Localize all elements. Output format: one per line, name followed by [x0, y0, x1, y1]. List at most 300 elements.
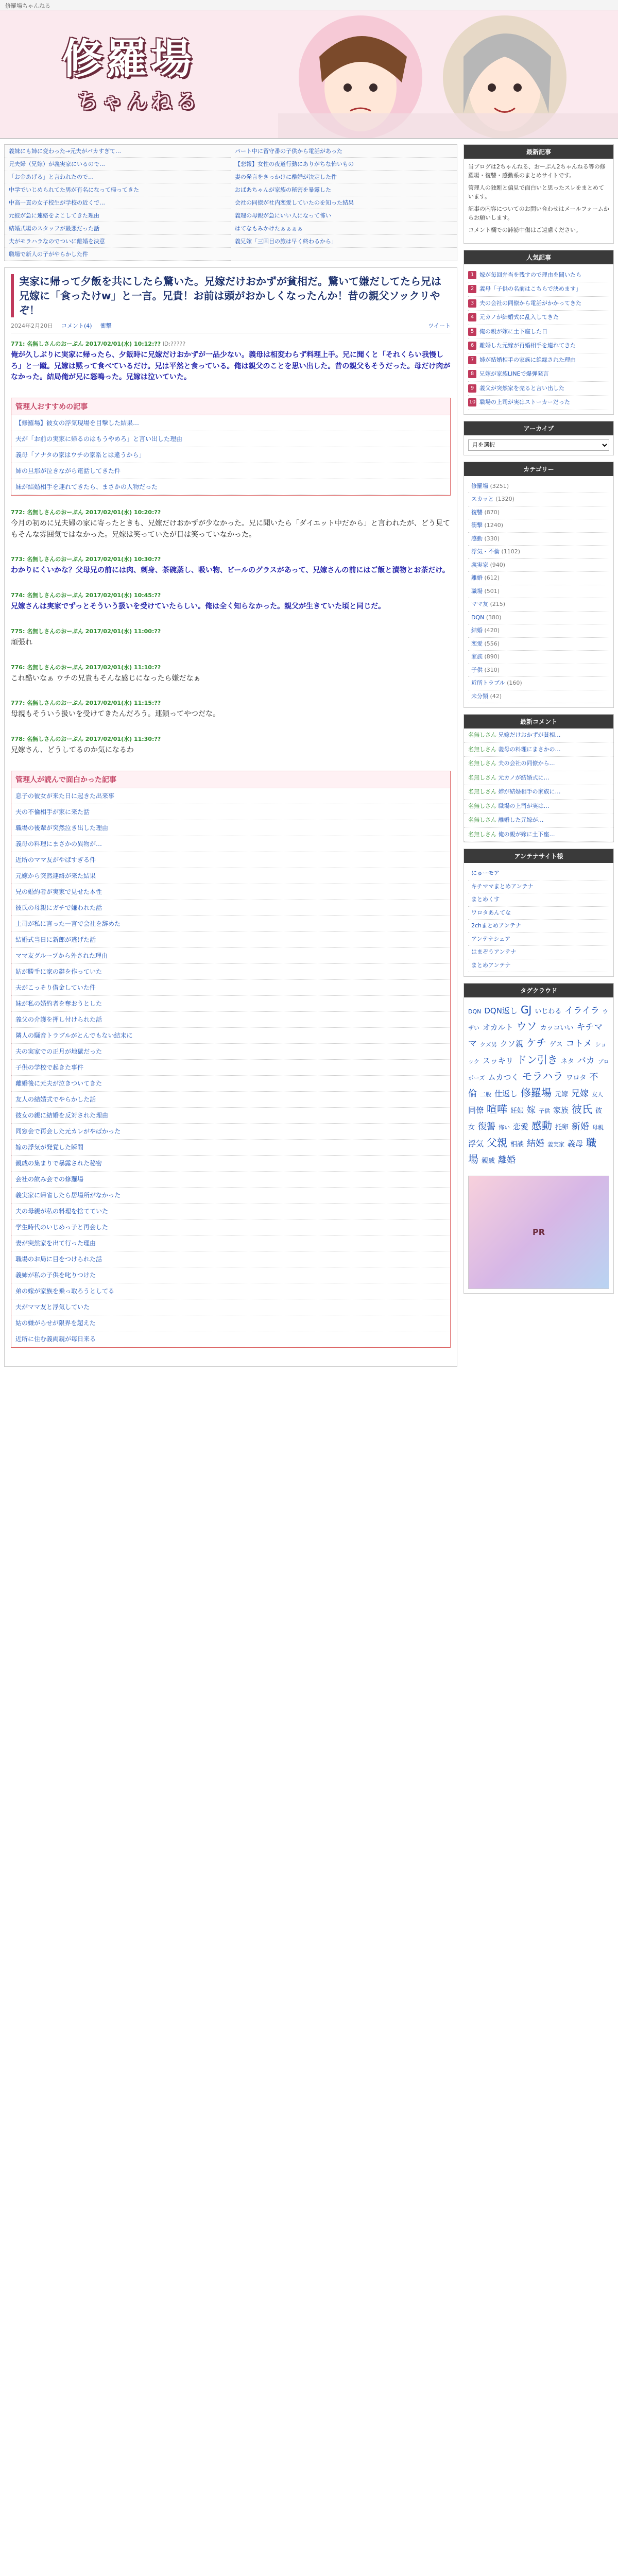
antenna-link[interactable]: はまぞうアンテナ: [468, 946, 609, 959]
sidebar-antenna-title: アンテナサイト様: [464, 849, 613, 863]
category-name[interactable]: 家族: [471, 653, 483, 660]
notice-paragraph: コメント欄での誹謗中傷はご遠慮ください。: [468, 227, 581, 233]
rss-link[interactable]: 義理の母親が急にいい人になって怖い: [231, 209, 457, 222]
tag-link[interactable]: 恋愛: [513, 1122, 529, 1132]
res-header: [11, 735, 451, 743]
tag-link[interactable]: ムカつく: [488, 1072, 519, 1082]
tag-link[interactable]: 義実家: [547, 1141, 565, 1148]
sidebar-tagcloud: [464, 983, 614, 1294]
category-item[interactable]: [468, 638, 609, 651]
ranking-number: 10: [468, 398, 476, 406]
sidebar-ranking-title: 人気記事: [464, 250, 613, 264]
category-name[interactable]: 感動: [471, 535, 483, 542]
tag-link[interactable]: バカ: [577, 1055, 595, 1066]
rss-link-list: [4, 144, 457, 261]
related-link[interactable]: 夫がママ友と浮気していた: [11, 1299, 450, 1315]
related-link[interactable]: 義母の料理にまさかの異物が…: [11, 836, 450, 852]
rss-link[interactable]: 【悲報】女性の夜道行動にありがちな怖いもの: [231, 158, 457, 171]
recent-comment-user: 名無しさん: [468, 760, 496, 767]
res-body: 俺が久しぶりに実家に帰ったら、夕飯時に兄嫁だけおかずが一品少ない。義母は相変わらず料理上手。兄に聞くと「それくらい我慢しろ」と一蹴。兄嫁は黙って食べているだけ。兄は平然と食っている。俺は親父のことを思い出した。昔の親父もそうだった。母だけ肉がなかった。結局俺が兄に怒鳴った。兄嫁は泣いていた。: [11, 351, 451, 382]
tag-link[interactable]: いじわる: [535, 1008, 562, 1015]
recent-comment-user: 名無しさん: [468, 774, 496, 781]
category-count: (42): [490, 692, 502, 700]
category-count: (160): [507, 680, 522, 686]
tag-link[interactable]: GJ: [520, 1004, 532, 1016]
res-number-name: 775: 名無しさんのおーぷん 2017/02/01(水) 11:00:??: [11, 628, 161, 635]
site-name-small: 修羅場ちゃんねる: [5, 3, 50, 9]
ranking-title[interactable]: 義父が突然家を売ると言い出した: [479, 384, 564, 392]
res-body: 母親もそういう扱いを受けてきたんだろう。連鎖ってやつだな。: [11, 710, 220, 719]
ranking-item[interactable]: [468, 353, 609, 368]
category-item[interactable]: [468, 480, 609, 494]
ranking-number: 8: [468, 370, 476, 378]
category-count: (380): [486, 614, 502, 621]
site-logo[interactable]: [62, 26, 201, 114]
related-link[interactable]: 会社の飲み会での修羅場: [11, 1172, 450, 1188]
recommend-link[interactable]: 姉の旦那が泣きながら電話してきた件: [11, 463, 450, 479]
related-link[interactable]: 夫がこっそり借金していた件: [11, 980, 450, 996]
ranking-number: 6: [468, 342, 476, 350]
category-name[interactable]: 恋愛: [471, 640, 483, 647]
category-list: [464, 476, 613, 708]
rss-link[interactable]: 会社の同僚が社内恋愛していたのを知った結果: [231, 196, 457, 209]
recent-comment[interactable]: [464, 800, 613, 814]
res-id: ID:?????: [162, 341, 186, 347]
rss-link[interactable]: 職場で新人の子がやらかした件: [5, 248, 231, 261]
tag-link[interactable]: 義母: [568, 1139, 583, 1148]
ad-banner-label: PR: [532, 1227, 545, 1238]
category-name[interactable]: 浮気・不倫: [471, 548, 500, 555]
related-box: [11, 771, 451, 1348]
res-item: [11, 555, 451, 577]
related-link[interactable]: 同窓会で再会した元カレがやばかった: [11, 1124, 450, 1140]
tag-link[interactable]: 妊娠: [510, 1107, 524, 1115]
tag-link[interactable]: 離婚: [498, 1155, 516, 1165]
res-body: 今月の初めに兄夫婦の家に寄ったときも、兄嫁だけおかずが少なかった。兄に聞いたら「ダイエット中だから」と言われたが、どう見てもそんな雰囲気ではなかった。兄嫁は笑っていたが目は笑っていなかった。: [11, 519, 450, 539]
related-link[interactable]: 姑が勝手に家の鍵を作っていた: [11, 964, 450, 980]
ranking-title[interactable]: 兄嫁が家族LINEで爆弾発言: [479, 370, 549, 377]
tag-link[interactable]: ネタ: [560, 1057, 574, 1065]
category-item[interactable]: [468, 612, 609, 625]
tag-link[interactable]: 父親: [487, 1136, 508, 1149]
category-name[interactable]: DQN: [471, 614, 485, 621]
recommend-link[interactable]: 夫が「お前の実家に帰るのはもうやめろ」と言い出した理由: [11, 431, 450, 447]
tag-link[interactable]: ドン引き: [516, 1053, 558, 1066]
tag-link[interactable]: オカルト: [483, 1023, 513, 1032]
category-item[interactable]: [468, 559, 609, 572]
rss-link[interactable]: 結婚式場のスタッフが最悪だった話: [5, 222, 231, 235]
related-link[interactable]: 義実家に帰省したら居場所がなかった: [11, 1188, 450, 1204]
top-bar: [0, 0, 618, 10]
ranking-number: 5: [468, 328, 476, 336]
recent-comment[interactable]: [464, 743, 613, 757]
category-item[interactable]: [468, 585, 609, 599]
ranking-number: 1: [468, 271, 476, 279]
res-header: [11, 591, 451, 599]
related-link[interactable]: 親戚の集まりで暴露された秘密: [11, 1156, 450, 1172]
tag-link[interactable]: ウソ: [516, 1020, 537, 1033]
recent-comment-user: 名無しさん: [468, 817, 496, 823]
sidebar-ranking: [464, 250, 614, 415]
category-name[interactable]: 未分類: [471, 692, 488, 700]
res-item: [11, 508, 451, 540]
antenna-link[interactable]: 2chまとめアンテナ: [468, 920, 609, 933]
recent-comment-article[interactable]: 姉が結婚相手の家族に…: [498, 788, 561, 795]
related-link[interactable]: 近所のママ友がやばすぎる件: [11, 852, 450, 868]
notice-paragraph: 記事の内容についてのお問い合わせはメールフォームからお願いします。: [468, 206, 610, 221]
category-count: (1320): [495, 496, 514, 502]
related-link[interactable]: 職場の後輩が突然泣き出した理由: [11, 820, 450, 836]
res-number-name: 772: 名無しさんのおーぷん 2017/02/01(水) 10:20:??: [11, 509, 161, 516]
ranking-title[interactable]: 夫の会社の同僚から電話がかかってきた: [479, 299, 581, 307]
related-link[interactable]: 離婚後に元夫が泣きついてきた: [11, 1076, 450, 1092]
tag-link[interactable]: 托卵: [555, 1124, 569, 1132]
res-number-name: 773: 名無しさんのおーぷん 2017/02/01(水) 10:30:??: [11, 556, 161, 563]
tag-link[interactable]: 結婚: [527, 1138, 545, 1149]
recent-comment-user: 名無しさん: [468, 732, 496, 738]
ranking-number: 7: [468, 356, 476, 364]
category-count: (556): [484, 640, 500, 647]
tag-cloud: [464, 997, 613, 1172]
tag-link[interactable]: ゲス: [550, 1041, 563, 1049]
site-header[interactable]: [0, 10, 618, 139]
related-link[interactable]: 職場のお局に目をつけられた話: [11, 1251, 450, 1267]
related-link[interactable]: 妻が突然家を出て行った理由: [11, 1235, 450, 1251]
recent-comment[interactable]: [464, 828, 613, 842]
antenna-link[interactable]: キチママまとめアンテナ: [468, 880, 609, 894]
recent-comment-article[interactable]: 元カノが結婚式に…: [498, 774, 550, 781]
recent-comment[interactable]: [464, 785, 613, 800]
res-header: [11, 508, 451, 516]
rss-link[interactable]: パート中に留守番の子供から電話があった: [231, 145, 457, 158]
tag-link[interactable]: 元嫁: [555, 1090, 569, 1098]
rss-link[interactable]: 元彼が急に連絡をよこしてきた理由: [5, 209, 231, 222]
related-link[interactable]: 子供の学校で起きた事件: [11, 1060, 450, 1076]
ranking-item[interactable]: [468, 297, 609, 311]
related-link[interactable]: 上司が私に言った一言で会社を辞めた: [11, 916, 450, 932]
ranking-title[interactable]: 嫁が毎回弁当を残すので理由を聞いたら: [479, 271, 581, 278]
res-number-name: 778: 名無しさんのおーぷん 2017/02/01(水) 11:30:??: [11, 735, 161, 742]
recommend-box-title: 管理人おすすめの記事: [11, 398, 450, 415]
category-name[interactable]: ママ友: [471, 601, 488, 607]
antenna-link[interactable]: ワロタあんてな: [468, 907, 609, 920]
related-link[interactable]: 学生時代のいじめっ子と再会した: [11, 1219, 450, 1235]
recent-comment-article[interactable]: 職場の上司が実は…: [498, 802, 550, 809]
article-date: 2024年2月20日: [11, 323, 53, 329]
tag-link[interactable]: モラハラ: [522, 1070, 563, 1082]
recent-comment-user: 名無しさん: [468, 802, 496, 809]
related-link[interactable]: 義父の介護を押し付けられた話: [11, 1012, 450, 1028]
category-count: (870): [484, 509, 500, 516]
category-name[interactable]: スカッと: [471, 496, 494, 502]
recent-comment[interactable]: [464, 771, 613, 786]
res-tail-block: [11, 508, 451, 756]
tag-link[interactable]: DQN: [468, 1008, 482, 1015]
ranking-item[interactable]: [468, 268, 609, 283]
recent-comment[interactable]: [464, 814, 613, 828]
recent-comment-user: 名無しさん: [468, 831, 496, 838]
tag-link[interactable]: カッコいい: [540, 1024, 574, 1032]
tag-link[interactable]: DQN返し: [484, 1006, 518, 1015]
rss-link[interactable]: 義兄嫁「三回目の旅は早く終わるから」: [231, 235, 457, 248]
res-body: 頑張れ: [11, 638, 32, 647]
rss-link[interactable]: 兄夫婦（兄嫁）が義実家にいるので…: [5, 158, 231, 171]
res-item: [11, 735, 451, 756]
tag-link[interactable]: キチママ: [468, 1022, 603, 1049]
category-item[interactable]: [468, 624, 609, 638]
category-count: (501): [484, 587, 500, 595]
related-link[interactable]: 夫の母親が私の料理を捨てていた: [11, 1204, 450, 1219]
notice-body: [464, 159, 613, 243]
tag-link[interactable]: クソ親: [500, 1039, 523, 1049]
article: [4, 267, 457, 1367]
related-list: [11, 788, 450, 1347]
rss-link[interactable]: はてなもみかけたぁぁぁぁ: [231, 222, 457, 235]
category-name[interactable]: 義実家: [471, 561, 488, 568]
ranking-item[interactable]: [468, 339, 609, 353]
category-count: (3251): [490, 482, 509, 489]
ranking-item[interactable]: [468, 282, 609, 297]
related-link[interactable]: 友人の結婚式でやらかした話: [11, 1092, 450, 1108]
antenna-link[interactable]: まとめアンテナ: [468, 959, 609, 973]
category-item[interactable]: [468, 519, 609, 533]
ranking-title[interactable]: 離婚した元嫁が再婚相手を連れてきた: [479, 342, 576, 349]
related-link[interactable]: 彼氏の母親にガチで嫌われた話: [11, 900, 450, 916]
category-name[interactable]: 子供: [471, 666, 483, 673]
ranking-title[interactable]: 元カノが結婚式に乱入してきた: [479, 314, 559, 320]
tag-link[interactable]: プロポーズ: [468, 1058, 609, 1081]
ranking-item[interactable]: [468, 382, 609, 396]
rss-link[interactable]: 妻の発言をきっかけに離婚が決定した件: [231, 171, 457, 183]
res-item: [11, 340, 451, 383]
recommend-link[interactable]: 【修羅場】彼女の浮気現場を目撃した結果…: [11, 415, 450, 431]
rss-link[interactable]: 義妹にも姉に変わった→元夫がバカすぎて…: [5, 145, 231, 158]
tag-link[interactable]: ワロタ: [566, 1074, 587, 1082]
category-item[interactable]: [468, 533, 609, 546]
category-item[interactable]: [468, 493, 609, 506]
res-number-name: 774: 名無しさんのおーぷん 2017/02/01(水) 10:45:??: [11, 592, 161, 599]
category-count: (1102): [501, 548, 521, 555]
main-column: [4, 144, 457, 1367]
article-comments-link[interactable]: コメント(4): [61, 323, 92, 329]
ranking-item[interactable]: [468, 367, 609, 382]
tag-link[interactable]: 子供: [539, 1108, 551, 1115]
tag-link[interactable]: 喧嘩: [487, 1103, 508, 1116]
tag-link[interactable]: 兄嫁: [571, 1088, 589, 1099]
category-item[interactable]: [468, 598, 609, 612]
recommend-link[interactable]: 妹が結婚相手を連れてきたら、まさかの人物だった: [11, 479, 450, 495]
ranking-number: 2: [468, 285, 476, 293]
tag-link[interactable]: 家族: [553, 1106, 569, 1115]
related-link[interactable]: 義姉が私の子供を叱りつけた: [11, 1267, 450, 1283]
sidebar-category: [464, 462, 614, 708]
tag-link[interactable]: 嫁: [527, 1105, 536, 1116]
category-name[interactable]: 修羅場: [471, 482, 488, 489]
sidebar-archive-title: アーカイブ: [464, 421, 613, 435]
category-count: (330): [484, 535, 500, 542]
category-name[interactable]: 離婚: [471, 574, 483, 581]
res-item: [11, 663, 451, 685]
rss-link[interactable]: 「お金あげる」と言われたので…: [5, 171, 231, 183]
related-link[interactable]: 隣人の騒音トラブルがとんでもない結末に: [11, 1028, 450, 1044]
category-item[interactable]: [468, 546, 609, 559]
category-item[interactable]: [468, 651, 609, 664]
recent-comment-article[interactable]: 兄嫁だけおかずが貧相…: [498, 732, 561, 738]
sidebar-antenna: [464, 849, 614, 977]
article-meta: [11, 321, 451, 333]
ad-banner[interactable]: [468, 1176, 609, 1289]
ranking-title[interactable]: 姉が結婚相手の家族に絶縁された理由: [479, 356, 576, 363]
ranking-title[interactable]: 職場の上司が実はストーカーだった: [479, 399, 570, 405]
sidebar: [464, 144, 614, 1367]
tag-link[interactable]: 仕返し: [494, 1089, 518, 1098]
antenna-list: [464, 863, 613, 976]
related-link[interactable]: 兄の婚約者が実家で見せた本性: [11, 884, 450, 900]
rss-link[interactable]: 中高一貫の女子校生が学校の近くで…: [5, 196, 231, 209]
category-count: (890): [484, 653, 500, 660]
related-link[interactable]: 夫の実家での正月が地獄だった: [11, 1044, 450, 1060]
related-link[interactable]: 妹が私の婚約者を奪おうとした: [11, 996, 450, 1012]
tag-link[interactable]: ウザい: [468, 1008, 608, 1032]
category-count: (612): [484, 574, 500, 581]
recent-comment[interactable]: [464, 757, 613, 771]
category-item[interactable]: [468, 690, 609, 704]
recent-comment-list: [464, 728, 613, 842]
ranking-number: 3: [468, 299, 476, 308]
related-link[interactable]: 元嫁から突然連絡が来た結果: [11, 868, 450, 884]
category-name[interactable]: 近所トラブル: [471, 680, 505, 686]
res-header: [11, 340, 451, 348]
tag-link[interactable]: 復讐: [478, 1122, 496, 1132]
ranking-item[interactable]: [468, 325, 609, 340]
tag-link[interactable]: 彼氏: [572, 1103, 593, 1116]
tag-link[interactable]: ショック: [468, 1041, 607, 1065]
tag-link[interactable]: 友人: [592, 1091, 604, 1098]
tag-link[interactable]: 相談: [510, 1140, 524, 1148]
res-item: [11, 699, 451, 720]
recommend-link[interactable]: 義母「アナタの家はウチの家系とは違うから」: [11, 447, 450, 463]
related-link[interactable]: 夫の不倫相手が家に来た話: [11, 804, 450, 820]
tag-link[interactable]: 職場: [468, 1136, 597, 1165]
res-body: わかりにくいかな？父母兄の前には肉、刺身、茶碗蒸し、吸い物、ビールのグラスがあって、兄嫁さんの前にはご飯と漬物とお茶だけ。: [11, 566, 450, 575]
related-link[interactable]: 近所に住む義両親が毎日来る: [11, 1331, 450, 1347]
related-link[interactable]: 息子の彼女が来た日に起きた出来事: [11, 788, 450, 804]
tag-link[interactable]: 新婚: [572, 1122, 590, 1132]
tweet-button[interactable]: ツイート: [428, 323, 451, 329]
sidebar-tag-title: タグクラウド: [464, 984, 613, 997]
article-title: 実家に帰って夕飯を共にしたら驚いた。兄嫁だけおかずが貧相だ。驚いて嫌だしてたら兄は兄嫁に「食ったけw」と一言。兄貴！お前は頭がおかしくなったんか！昔の親父ソックリやぞ！: [11, 274, 451, 317]
ranking-item[interactable]: [468, 311, 609, 325]
tag-link[interactable]: ケチ: [526, 1037, 547, 1049]
related-link[interactable]: 結婚式当日に新郎が逃げた話: [11, 932, 450, 948]
category-name[interactable]: 結婚: [471, 627, 483, 634]
tag-link[interactable]: 怖い: [499, 1124, 510, 1131]
recent-comment-article[interactable]: 夫の会社の同僚から…: [498, 760, 555, 767]
related-link[interactable]: 弟の嫁が家族を乗っ取ろうとしてる: [11, 1283, 450, 1299]
recent-comment[interactable]: [464, 728, 613, 743]
antenna-link[interactable]: アンテナシェア: [468, 933, 609, 946]
antenna-link[interactable]: にゅーモア: [468, 867, 609, 880]
tag-link[interactable]: 母親: [592, 1124, 604, 1131]
tag-link[interactable]: スッキリ: [483, 1056, 513, 1065]
ranking-list: [464, 264, 613, 414]
res-item: [11, 591, 451, 613]
notice-paragraph: 管理人の独断と偏見で面白いと思ったスレをまとめています。: [468, 184, 604, 200]
res-first-block: [11, 340, 451, 383]
category-name[interactable]: 衝撃: [471, 522, 483, 529]
category-count: (1240): [484, 522, 504, 529]
sidebar-category-title: カテゴリー: [464, 462, 613, 476]
rss-link[interactable]: おばあちゃんが家族の秘密を暴露した: [231, 183, 457, 196]
category-item[interactable]: [468, 677, 609, 690]
sidebar-recent-comments: [464, 714, 614, 842]
sidebar-recent-title: 最新コメント: [464, 715, 613, 728]
logo-line2: ちゃんねる: [77, 89, 201, 113]
res-header: [11, 627, 451, 635]
tag-link[interactable]: 感動: [531, 1120, 553, 1132]
recent-comment-article[interactable]: 離婚した元嫁が…: [498, 817, 544, 823]
notice-paragraph: 当ブログは2ちゃんねる、おーぷん2ちゃんねる等の修羅場・復讐・感動系のまとめサイトです。: [468, 163, 606, 179]
category-count: (215): [490, 601, 506, 607]
category-item[interactable]: [468, 506, 609, 520]
res-body: 兄嫁さん、どうしてるのか気になるわ: [11, 745, 134, 754]
res-item: [11, 627, 451, 649]
related-link[interactable]: 彼女の親に結婚を反対された理由: [11, 1108, 450, 1124]
category-item[interactable]: [468, 572, 609, 585]
tag-link[interactable]: 同僚: [468, 1106, 484, 1115]
related-link[interactable]: 姑の嫌がらせが限界を超えた: [11, 1315, 450, 1331]
category-count: (310): [484, 666, 500, 673]
tag-link[interactable]: 二股: [480, 1091, 491, 1098]
recent-comment-article[interactable]: 俺の親が嫁に土下座…: [498, 831, 555, 838]
recent-comment-article[interactable]: 義母の料理にまさかの…: [498, 745, 561, 753]
recommend-list: [11, 415, 450, 495]
article-category-link[interactable]: 衝撃: [100, 323, 112, 329]
archive-select[interactable]: [468, 439, 609, 451]
category-count: (940): [490, 561, 506, 568]
res-header: [11, 699, 451, 707]
ranking-title[interactable]: 義母「子供の名前はこちらで決めます」: [479, 285, 581, 292]
tag-link[interactable]: イライラ: [564, 1006, 599, 1016]
category-item[interactable]: [468, 664, 609, 677]
recommend-box: [11, 398, 451, 496]
related-link[interactable]: 嫁の浮気が発覚した瞬間: [11, 1140, 450, 1156]
recent-comment-user: 名無しさん: [468, 745, 496, 753]
tag-link[interactable]: 修羅場: [521, 1086, 552, 1099]
tag-link[interactable]: 親戚: [482, 1157, 495, 1165]
sidebar-notice: [464, 144, 614, 244]
tag-link[interactable]: 彼女: [468, 1107, 603, 1132]
sidebar-archive: [464, 421, 614, 455]
sidebar-notice-title: 最新記事: [464, 145, 613, 159]
rss-link[interactable]: 夫がモラハラなのでついに離婚を決意: [5, 235, 231, 248]
tag-link[interactable]: 浮気: [468, 1139, 484, 1148]
category-name[interactable]: 復讐: [471, 509, 483, 516]
res-body: これ酷いなぁ ウチの兄貴もそんな感じになったら嫌だなぁ: [11, 674, 201, 683]
ranking-item[interactable]: [468, 396, 609, 410]
tag-link[interactable]: コトメ: [565, 1039, 592, 1049]
res-number-name: 776: 名無しさんのおーぷん 2017/02/01(水) 11:10:??: [11, 664, 161, 671]
related-link[interactable]: ママ友グループから外された理由: [11, 948, 450, 964]
rss-link[interactable]: 中学でいじめられてた男が有名になって帰ってきた: [5, 183, 231, 196]
ranking-title[interactable]: 俺の親が嫁に土下座した日: [479, 328, 547, 335]
res-body: 兄嫁さんは実家でずっとそういう扱いを受けていたらしい。俺は全く知らなかった。親父が生きていた頃と同じだ。: [11, 602, 386, 611]
antenna-link[interactable]: まとめくす: [468, 893, 609, 907]
tag-link[interactable]: クズ男: [480, 1041, 497, 1048]
tag-link[interactable]: 不倫: [468, 1072, 598, 1099]
category-name[interactable]: 職場: [471, 587, 483, 595]
category-count: (420): [484, 627, 500, 634]
